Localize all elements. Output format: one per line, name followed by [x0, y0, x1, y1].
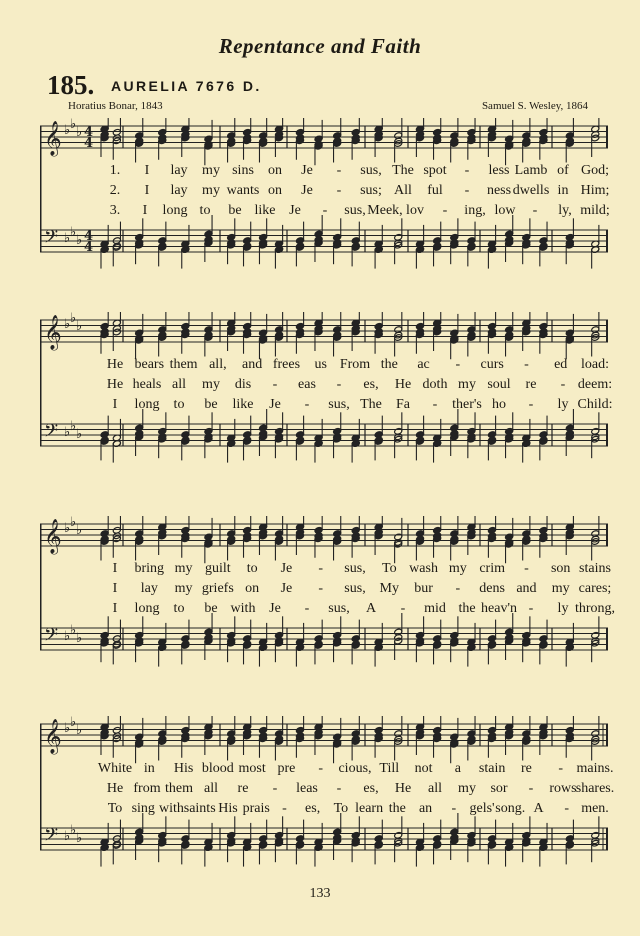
lyric-syllable: eas: [298, 377, 316, 392]
lyric-syllable: -: [336, 163, 342, 178]
lyric-syllable: -: [432, 397, 438, 412]
lyric-syllable: -: [455, 357, 461, 372]
lyric-syllable: on: [268, 163, 282, 178]
lyric-syllable: sus,: [328, 397, 350, 412]
lyric-syllable: re: [237, 781, 249, 796]
lyric-syllable: -: [528, 397, 534, 412]
lyric-syllable: wants: [226, 183, 260, 198]
lyric-syllable: be: [204, 397, 218, 412]
lyric-syllable: He: [394, 781, 412, 796]
lyric-syllable: men.: [581, 801, 609, 816]
lyric-syllable: -: [318, 581, 324, 596]
lyric-syllable: Je: [301, 183, 313, 198]
lyric-syllable: ther's: [452, 397, 482, 412]
lyric-syllable: He: [106, 781, 124, 796]
lyric-syllable: guilt: [205, 561, 231, 576]
flat-sign-icon: ♭: [70, 823, 77, 838]
flat-sign-icon: ♭: [64, 425, 71, 440]
lyric-syllable: -: [304, 397, 310, 412]
lyric-syllable: wash: [409, 561, 438, 576]
lyric-syllable: From: [339, 357, 371, 372]
flat-sign-icon: ♭: [70, 419, 77, 434]
lyric-syllable: I: [142, 203, 148, 218]
lyric-syllable: ness: [486, 183, 512, 198]
lyric-syllable: -: [282, 801, 287, 816]
lyric-syllable: sus,: [344, 561, 366, 576]
lyric-syllable: ac: [417, 357, 430, 372]
lyric-syllable: To: [107, 801, 123, 816]
flat-sign-icon: ♭: [76, 831, 83, 846]
lyric-syllable: song.: [495, 801, 526, 816]
lyric-syllable: Meek,: [367, 203, 403, 218]
lyric-syllable: bur: [414, 581, 433, 596]
lyric-syllable: sus,: [344, 203, 366, 218]
flat-sign-icon: ♭: [64, 317, 71, 332]
lyric-syllable: ly,: [558, 203, 572, 218]
flat-sign-icon: ♭: [64, 123, 71, 138]
lyric-syllable: Fa: [396, 397, 410, 412]
verse-line: [40, 163, 608, 181]
lyric-syllable: low: [494, 203, 516, 218]
lyric-syllable: lov: [406, 203, 424, 218]
composer-credit: Samuel S. Wesley, 1864: [481, 100, 588, 112]
lyric-syllable: sins: [232, 163, 254, 178]
lyric-syllable: stain: [478, 761, 506, 776]
lyric-syllable: dens: [479, 581, 505, 596]
lyric-syllable: saints: [183, 801, 216, 816]
lyric-syllable: heav'n: [481, 601, 517, 616]
verse-line: [40, 397, 613, 415]
lyric-syllable: my: [448, 561, 467, 576]
lyric-syllable: son: [550, 561, 571, 576]
lyric-syllable: most: [238, 761, 266, 776]
lyric-syllable: -: [532, 203, 538, 218]
bass-clef-icon: 𝄢: [44, 421, 59, 446]
lyric-syllable: God;: [581, 163, 609, 178]
lyric-syllable: my: [458, 781, 476, 796]
lyric-syllable: load:: [581, 357, 609, 372]
lyric-syllable: Lamb: [514, 163, 548, 178]
flat-sign-icon: ♭: [76, 631, 83, 646]
lyric-syllable: sus,: [328, 601, 350, 616]
lyric-syllable: -: [336, 377, 342, 392]
lyric-syllable: with: [230, 601, 256, 616]
lyric-syllable: spot: [423, 163, 447, 178]
lyric-syllable: stains: [579, 561, 611, 576]
lyric-syllable: -: [464, 183, 470, 198]
lyric-syllable: rows: [549, 781, 577, 796]
flat-sign-icon: ♭: [64, 629, 71, 644]
music-system: [40, 118, 608, 278]
lyric-syllable: to: [173, 397, 185, 412]
lyric-syllable: sus,: [360, 163, 382, 178]
lyric-syllable: -: [304, 601, 310, 616]
lyric-syllable: the: [380, 357, 398, 372]
verse-line: [40, 781, 615, 799]
flat-sign-icon: ♭: [64, 829, 71, 844]
lyric-syllable: es,: [363, 377, 379, 392]
lyric-syllable: ing,: [464, 203, 486, 218]
verse-line: [40, 561, 611, 579]
verse-line: [40, 203, 608, 221]
lyric-syllable: Je: [289, 203, 301, 218]
lyric-syllable: -: [322, 203, 328, 218]
flat-sign-icon: ♭: [76, 319, 83, 334]
lyric-syllable: griefs: [201, 581, 234, 596]
lyric-syllable: like: [232, 397, 254, 412]
lyric-syllable: sor: [490, 781, 508, 796]
lyric-syllable: a: [454, 761, 461, 776]
lyric-syllable: like: [254, 203, 276, 218]
lyric-syllable: on: [268, 183, 282, 198]
lyric-syllable: I: [144, 163, 150, 178]
lyric-syllable: all,: [209, 357, 227, 372]
lyric-syllable: -: [400, 601, 406, 616]
lyric-syllable: my: [202, 377, 220, 392]
verse-line: [40, 801, 608, 819]
lyric-syllable: es,: [305, 801, 321, 816]
lyric-syllable: my: [174, 561, 193, 576]
lyric-syllable: es,: [363, 781, 379, 796]
verse-line: [40, 601, 616, 619]
treble-clef-icon: 𝄞: [44, 519, 62, 554]
lyric-syllable: He: [106, 377, 124, 392]
lyric-syllable: gels': [469, 801, 495, 816]
lyric-syllable: He: [394, 377, 412, 392]
lyric-syllable: mid: [424, 601, 446, 616]
lyric-syllable: all: [428, 781, 442, 796]
lyric-syllable: His: [173, 761, 194, 776]
lyric-syllable: Je: [269, 601, 281, 616]
lyric-syllable: -: [442, 203, 448, 218]
lyric-syllable: -: [336, 183, 342, 198]
lyric-syllable: leas: [296, 781, 318, 796]
lyric-syllable: I: [144, 183, 150, 198]
lyric-syllable: -: [560, 377, 566, 392]
lyric-syllable: lay: [140, 581, 158, 596]
section-title: Repentance and Faith: [218, 34, 422, 58]
lyric-syllable: ful: [427, 183, 443, 198]
lyric-syllable: To: [333, 801, 349, 816]
lyric-syllable: less: [488, 163, 510, 178]
lyric-syllable: blood: [201, 761, 234, 776]
lyric-syllable: long: [162, 203, 188, 218]
lyric-syllable: ly: [557, 397, 569, 412]
lyric-syllable: frees: [272, 357, 301, 372]
lyric-syllable: To: [381, 561, 397, 576]
tune-name: AURELIA 7676 D.: [111, 78, 262, 94]
lyric-syllable: pre: [277, 761, 296, 776]
lyric-syllable: long: [134, 397, 160, 412]
lyric-syllable: Je: [301, 163, 313, 178]
lyric-syllable: 3.: [109, 203, 121, 218]
lyric-syllable: of: [557, 163, 569, 178]
author-credit: Horatius Bonar, 1843: [68, 100, 163, 112]
lyric-syllable: cious,: [338, 761, 372, 776]
music-system: [40, 516, 616, 676]
lyric-syllable: His: [218, 801, 238, 816]
lyric-syllable: The: [392, 163, 414, 178]
flat-sign-icon: ♭: [76, 125, 83, 140]
page-number: 133: [309, 886, 331, 901]
lyric-syllable: my: [551, 581, 570, 596]
flat-sign-icon: ♭: [76, 427, 83, 442]
lyric-syllable: us: [314, 357, 327, 372]
verse-line: [40, 581, 612, 599]
lyric-syllable: and: [242, 357, 263, 372]
verse-line: [40, 377, 613, 395]
lyric-syllable: -: [564, 801, 570, 816]
lyric-syllable: not: [414, 761, 433, 776]
lyric-syllable: learn: [355, 801, 384, 816]
lyric-syllable: all: [172, 377, 186, 392]
lyric-syllable: Je: [280, 561, 293, 576]
lyric-syllable: heals: [132, 377, 162, 392]
lyric-syllable: an: [418, 801, 433, 816]
lyric-syllable: -: [455, 581, 461, 596]
lyric-syllable: and: [516, 581, 537, 596]
music-system: [40, 312, 613, 472]
lyric-syllable: All: [394, 183, 412, 198]
lyric-syllable: -: [318, 761, 324, 776]
time-signature: 4: [84, 240, 94, 255]
lyric-syllable: crim: [479, 561, 505, 576]
lyric-syllable: -: [558, 761, 564, 776]
lyric-syllable: re: [525, 377, 537, 392]
lyric-syllable: my: [202, 163, 220, 178]
verse-line: [40, 357, 608, 375]
lyric-syllable: ed: [554, 357, 568, 372]
verse-line: [40, 183, 608, 201]
lyric-syllable: 2.: [109, 183, 121, 198]
lyric-syllable: mains.: [576, 761, 614, 776]
flat-sign-icon: ♭: [70, 623, 77, 638]
flat-sign-icon: ♭: [64, 521, 71, 536]
lyric-syllable: mild;: [580, 203, 610, 218]
bass-clef-icon: 𝄢: [44, 825, 59, 850]
lyric-syllable: them: [169, 357, 198, 372]
lyric-syllable: be: [204, 601, 218, 616]
lyric-syllable: sus;: [360, 183, 382, 198]
lyric-syllable: bring: [134, 561, 165, 576]
lyric-syllable: long: [134, 601, 160, 616]
flat-sign-icon: ♭: [70, 716, 77, 730]
lyric-syllable: my: [202, 183, 220, 198]
lyric-syllable: them: [165, 781, 193, 796]
treble-clef-icon: 𝄞: [44, 121, 62, 156]
lyric-syllable: -: [464, 163, 470, 178]
lyric-syllable: my: [458, 377, 476, 392]
lyric-syllable: sus,: [344, 581, 366, 596]
lyric-syllable: shares.: [575, 781, 615, 796]
lyric-syllable: the: [388, 801, 406, 816]
lyric-syllable: prais: [242, 801, 270, 816]
lyric-syllable: 1.: [109, 163, 121, 178]
lyric-syllable: -: [336, 781, 342, 796]
lyric-syllable: curs: [480, 357, 504, 372]
lyric-syllable: My: [379, 581, 400, 596]
lyric-syllable: A: [533, 801, 544, 816]
lyric-syllable: doth: [422, 377, 448, 392]
lyric-syllable: -: [272, 377, 278, 392]
lyric-syllable: all: [204, 781, 218, 796]
lyric-syllable: with: [159, 801, 184, 816]
flat-sign-icon: ♭: [70, 225, 77, 240]
lyric-syllable: -: [318, 561, 324, 576]
flat-sign-icon: ♭: [64, 721, 71, 736]
time-signature: 4: [84, 125, 94, 140]
lyric-syllable: in: [557, 183, 569, 198]
lyric-syllable: to: [246, 561, 258, 576]
lyric-syllable: -: [528, 601, 534, 616]
lyric-syllable: cares;: [578, 581, 612, 596]
flat-sign-icon: ♭: [64, 231, 71, 246]
lyric-syllable: in: [143, 761, 155, 776]
lyric-syllable: Till: [379, 761, 400, 776]
bass-clef-icon: 𝄢: [44, 227, 59, 252]
lyric-syllable: sing: [131, 801, 155, 816]
lyric-syllable: to: [173, 601, 185, 616]
lyric-syllable: from: [133, 781, 161, 796]
verse-line: [40, 761, 614, 779]
lyric-syllable: dwells: [512, 183, 550, 198]
treble-clef-icon: 𝄞: [44, 719, 62, 754]
lyric-syllable: I: [112, 561, 118, 576]
lyric-syllable: on: [245, 581, 260, 596]
lyric-syllable: Child:: [577, 397, 613, 412]
lyric-syllable: -: [451, 801, 457, 816]
lyric-syllable: the: [458, 601, 476, 616]
bass-clef-icon: 𝄢: [44, 625, 59, 650]
time-signature: 4: [84, 229, 94, 244]
lyric-syllable: re: [520, 761, 532, 776]
lyric-syllable: to: [199, 203, 211, 218]
treble-clef-icon: 𝄞: [44, 315, 62, 350]
lyric-syllable: Him;: [580, 183, 610, 198]
hymn-number: 185.: [47, 70, 95, 100]
lyric-syllable: -: [524, 561, 529, 576]
lyric-syllable: -: [272, 781, 278, 796]
flat-sign-icon: ♭: [76, 723, 83, 738]
lyric-syllable: my: [174, 581, 193, 596]
lyric-syllable: be: [228, 203, 242, 218]
lyric-syllable: I: [112, 601, 118, 616]
lyric-syllable: The: [360, 397, 382, 412]
lyric-syllable: I: [112, 397, 118, 412]
flat-sign-icon: ♭: [76, 233, 83, 248]
flat-sign-icon: ♭: [76, 523, 83, 538]
music-system: [40, 716, 615, 876]
lyric-syllable: -: [528, 781, 534, 796]
lyric-syllable: He: [106, 357, 124, 372]
lyric-syllable: lay: [170, 183, 188, 198]
lyric-syllable: dis: [234, 377, 252, 392]
lyric-syllable: ly: [557, 601, 569, 616]
lyric-syllable: -: [524, 357, 529, 372]
lyric-syllable: A: [365, 601, 377, 616]
time-signature: 4: [84, 136, 94, 151]
lyric-syllable: bears: [134, 357, 165, 372]
lyric-syllable: White: [97, 761, 133, 776]
flat-sign-icon: ♭: [70, 312, 77, 326]
lyric-syllable: lay: [170, 163, 188, 178]
lyric-syllable: I: [112, 581, 118, 596]
lyric-syllable: Je: [280, 581, 293, 596]
lyric-syllable: soul: [487, 377, 511, 392]
lyric-syllable: deem:: [577, 377, 613, 392]
lyric-syllable: Je: [269, 397, 281, 412]
lyric-syllable: throng,: [574, 601, 616, 616]
lyric-syllable: ho: [492, 397, 506, 412]
flat-sign-icon: ♭: [70, 516, 77, 530]
flat-sign-icon: ♭: [70, 118, 77, 132]
